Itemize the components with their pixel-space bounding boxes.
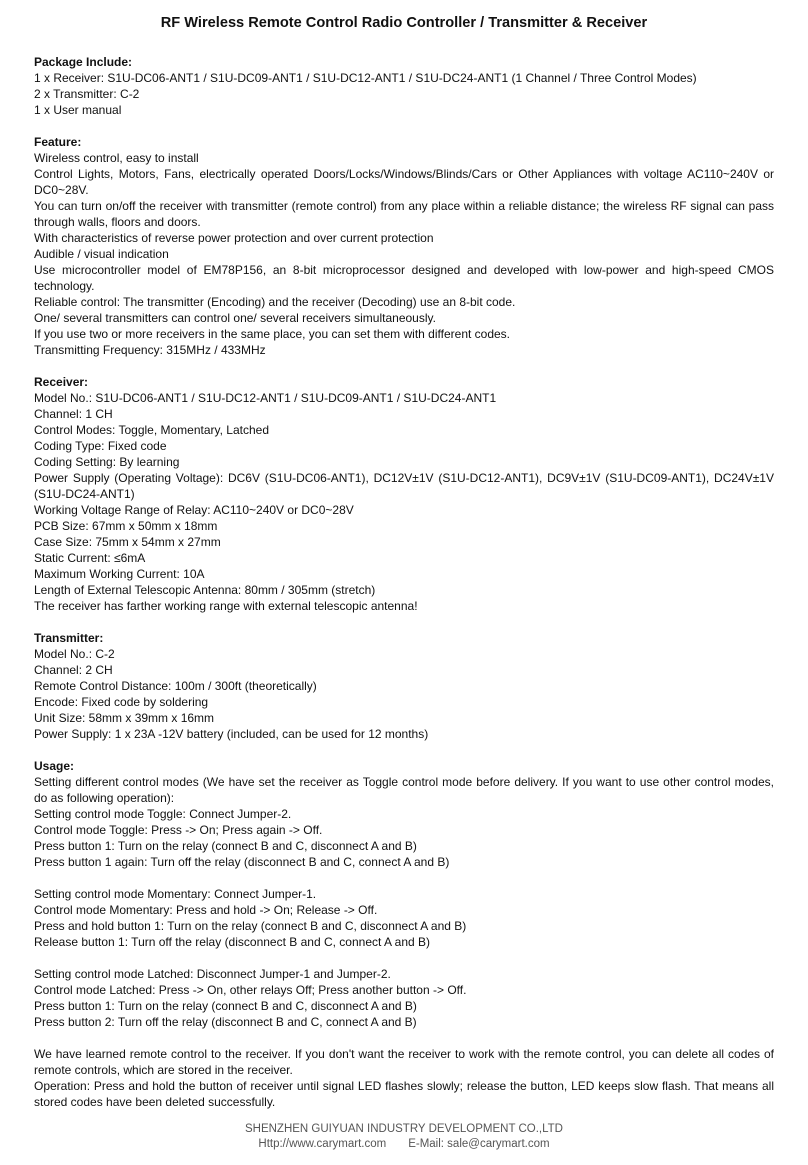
footer-website-link[interactable]: Http://www.carymart.com [258, 1138, 387, 1150]
feature-line: Reliable control: The transmitter (Encoding) and the receiver (Decoding) use an 8-bit code. [34, 295, 516, 309]
usage-delete-line: Operation: Press and hold the button of receiver until signal LED flashes slowly; release the button, LED keeps slow flash. That means all stored codes have been deleted successfully. [34, 1079, 774, 1109]
package-line: 2 x Transmitter: C-2 [34, 87, 140, 101]
transmitter-line: Unit Size: 58mm x 39mm x 16mm [34, 711, 215, 725]
feature-heading: Feature: [34, 135, 82, 149]
footer-email-link[interactable]: E-Mail: sale@carymart.com [408, 1138, 550, 1150]
receiver-line: Power Supply (Operating Voltage): DC6V (S1U-DC06-ANT1), DC12V±1V (S1U-DC12-ANT1), DC9V±1V (S1U-DC09-ANT1), DC24V±1V (S1U-DC24-ANT1) [34, 471, 774, 501]
usage-toggle-line: Setting control mode Toggle: Connect Jumper-2. [34, 807, 292, 821]
usage-momentary-line: Setting control mode Momentary: Connect Jumper-1. [34, 887, 317, 901]
usage-latched-line: Press button 2: Turn off the relay (disconnect B and C, connect A and B) [34, 1015, 417, 1029]
package-heading: Package Include: [34, 55, 133, 69]
feature-line: You can turn on/off the receiver with transmitter (remote control) from any place within a reliable distance; the wireless RF signal can pass through walls, floors and doors. [34, 199, 774, 229]
usage-latched-line: Control mode Latched: Press -> On, other relays Off; Press another button -> Off. [34, 983, 467, 997]
receiver-line: Model No.: S1U-DC06-ANT1 / S1U-DC12-ANT1 / S1U-DC09-ANT1 / S1U-DC24-ANT1 [34, 391, 497, 405]
receiver-line: Working Voltage Range of Relay: AC110~240V or DC0~28V [34, 503, 354, 517]
transmitter-line: Encode: Fixed code by soldering [34, 695, 209, 709]
paragraph-gap [34, 870, 774, 886]
usage-delete-line: We have learned remote control to the receiver. If you don't want the receiver to work with the remote control, you can delete all codes of remote controls, which are stored in the receiver. [34, 1047, 774, 1077]
usage-toggle-line: Press button 1: Turn on the relay (connect B and C, disconnect A and B) [34, 839, 417, 853]
receiver-line: Length of External Telescopic Antenna: 80mm / 305mm (stretch) [34, 583, 376, 597]
transmitter-line: Channel: 2 CH [34, 663, 113, 677]
feature-line: With characteristics of reverse power protection and over current protection [34, 231, 434, 245]
footer-contact [0, 1137, 808, 1152]
package-line: 1 x User manual [34, 103, 122, 117]
usage-momentary-line: Release button 1: Turn off the relay (disconnect B and C, connect A and B) [34, 935, 431, 949]
receiver-line: Case Size: 75mm x 54mm x 27mm [34, 535, 221, 549]
footer-company: SHENZHEN GUIYUAN INDUSTRY DEVELOPMENT CO.,LTD [244, 1123, 563, 1135]
receiver-line: Coding Type: Fixed code [34, 439, 167, 453]
feature-line: Use microcontroller model of EM78P156, an 8-bit microprocessor designed and developed with low-power and high-speed CMOS technology. [34, 263, 774, 293]
receiver-line: PCB Size: 67mm x 50mm x 18mm [34, 519, 218, 533]
receiver-line: Channel: 1 CH [34, 407, 113, 421]
feature-line: Audible / visual indication [34, 247, 169, 261]
usage-section [34, 758, 774, 1110]
usage-heading: Usage: [34, 759, 75, 773]
paragraph-gap [34, 1030, 774, 1046]
feature-section [34, 134, 774, 358]
feature-line: If you use two or more receivers in the same place, you can set them with different codes. [34, 327, 511, 341]
usage-intro-line: Setting different control modes (We have set the receiver as Toggle control mode before delivery. If you want to use other control modes, do as following operation): [34, 775, 774, 805]
usage-momentary-line: Press and hold button 1: Turn on the relay (connect B and C, disconnect A and B) [34, 919, 467, 933]
feature-line: One/ several transmitters can control one/ several receivers simultaneously. [34, 311, 436, 325]
receiver-heading: Receiver: [34, 375, 89, 389]
receiver-section [34, 374, 774, 614]
usage-toggle-line: Control mode Toggle: Press -> On; Press again -> Off. [34, 823, 323, 837]
transmitter-line: Remote Control Distance: 100m / 300ft (theoretically) [34, 679, 317, 693]
feature-line: Wireless control, easy to install [34, 151, 199, 165]
receiver-line: Control Modes: Toggle, Momentary, Latched [34, 423, 270, 437]
page-footer [0, 1122, 808, 1152]
usage-latched-line: Press button 1: Turn on the relay (connect B and C, disconnect A and B) [34, 999, 417, 1013]
feature-line: Transmitting Frequency: 315MHz / 433MHz [34, 343, 266, 357]
document-title: RF Wireless Remote Control Radio Controller / Transmitter & Receiver [160, 15, 648, 31]
receiver-line: Coding Setting: By learning [34, 455, 180, 469]
transmitter-line: Model No.: C-2 [34, 647, 115, 661]
package-line: 1 x Receiver: S1U-DC06-ANT1 / S1U-DC09-ANT1 / S1U-DC12-ANT1 / S1U-DC24-ANT1 (1 Channel / Three Control Modes) [34, 71, 697, 85]
usage-momentary-line: Control mode Momentary: Press and hold -> On; Release -> Off. [34, 903, 378, 917]
receiver-line: The receiver has farther working range with external telescopic antenna! [34, 599, 418, 613]
transmitter-section [34, 630, 774, 742]
feature-line: Control Lights, Motors, Fans, electrically operated Doors/Locks/Windows/Blinds/Cars or Other Appliances with voltage AC110~240V or DC0~28V. [34, 167, 774, 197]
receiver-line: Maximum Working Current: 10A [34, 567, 205, 581]
receiver-line: Static Current: ≤6mA [34, 551, 146, 565]
usage-latched-line: Setting control mode Latched: Disconnect Jumper-1 and Jumper-2. [34, 967, 391, 981]
paragraph-gap [34, 950, 774, 966]
transmitter-line: Power Supply: 1 x 23A -12V battery (included, can be used for 12 months) [34, 727, 429, 741]
usage-toggle-line: Press button 1 again: Turn off the relay (disconnect B and C, connect A and B) [34, 855, 450, 869]
transmitter-heading: Transmitter: [34, 631, 104, 645]
package-section [34, 54, 774, 118]
